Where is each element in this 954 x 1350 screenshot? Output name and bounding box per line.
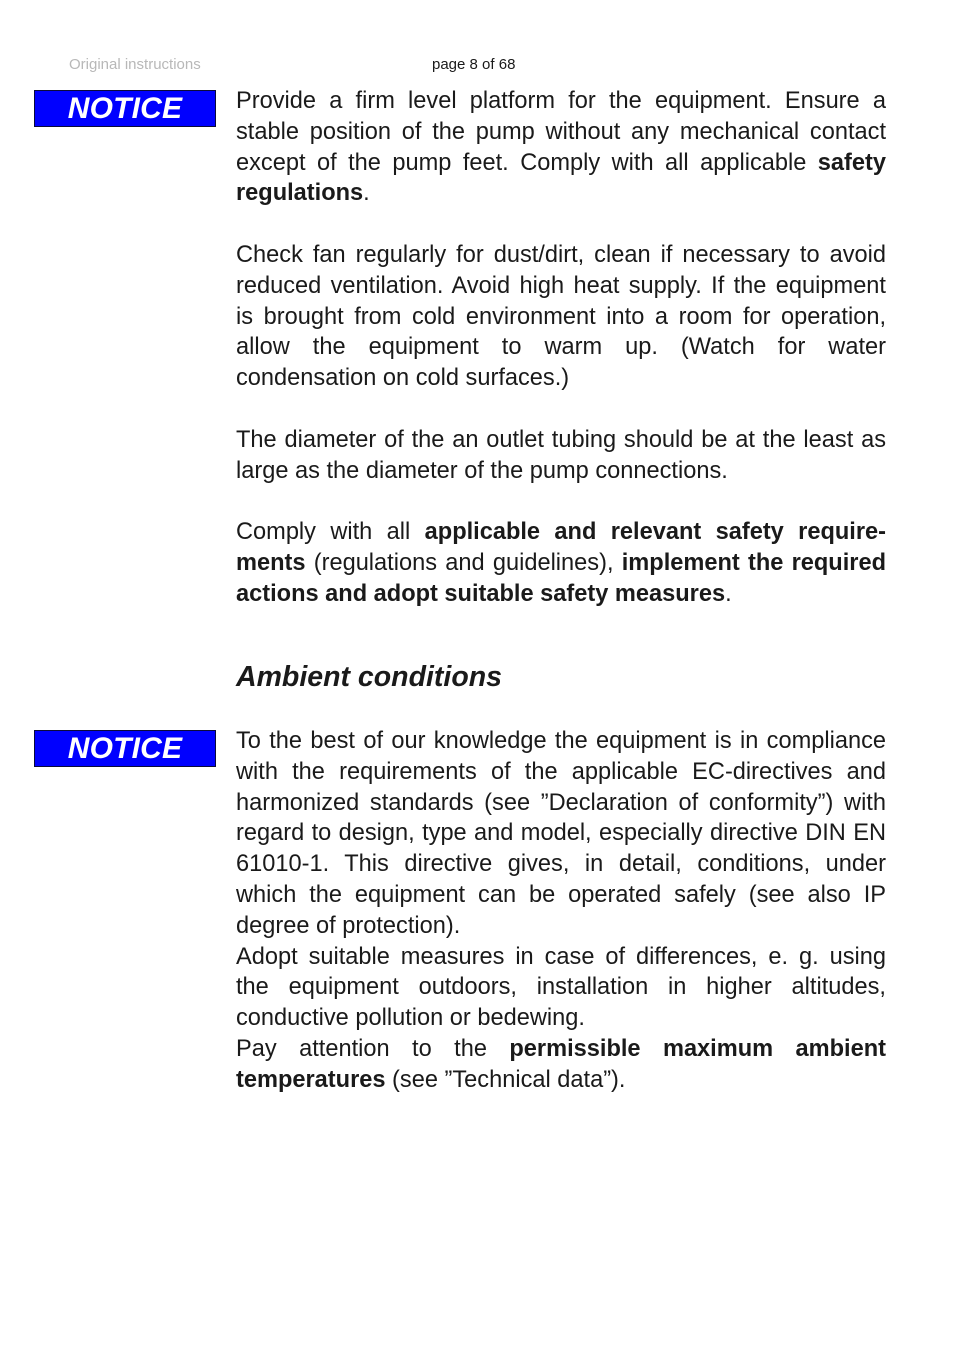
- notice-badge: NOTICE: [34, 90, 216, 127]
- paragraph-temperatures: [236, 1034, 886, 1096]
- paragraph-platform: [236, 86, 886, 209]
- safety-notice-text: [236, 86, 886, 610]
- paragraph-requirements: [236, 517, 886, 609]
- bold-run: applicable and relevant safety requirements: [236, 519, 887, 576]
- paragraph-measures: Adopt suitable measures in case of differences, e. g. using the equipment outdoors, installation in higher altitudes, conductive pollution or bedewing.: [236, 943, 886, 1032]
- text-run: (regulations and guidelines),: [305, 549, 622, 576]
- text-run: Provide a firm level platform for the equipment. Ensure a stable position of the pump without any mechanical contact except of the pump feet. Comply with all applicable: [236, 88, 886, 176]
- text-run: Comply with all: [236, 519, 425, 546]
- paragraph-compliance: To the best of our knowledge the equipment is in compliance with the requirements of the applicable EC-directives and harmonized standards (see ”Declaration of conformity”) with regard to design, type and model, especially directive DIN EN 61010-1. This directive gives, in detail, conditions, under which the equipment can be operated safely (see also IP degree of protection).: [236, 728, 886, 939]
- text-run: .: [725, 580, 732, 607]
- document-label: Original instructions: [69, 56, 201, 73]
- section-heading: Ambient conditions: [236, 661, 502, 693]
- page-number: page 8 of 68: [432, 56, 516, 73]
- bold-run: permissible maximum ambient temperatures: [236, 1035, 886, 1093]
- paragraph-tubing: The diameter of the an outlet tubing should be at the least as large as the diameter of the pump connections.: [236, 426, 886, 484]
- text-run: Pay attention to the: [236, 1035, 510, 1062]
- bold-run: safety regulations: [236, 149, 886, 207]
- text-run: (see ”Technical data”).: [385, 1066, 626, 1093]
- notice-badge: NOTICE: [34, 730, 216, 767]
- text-run: .: [363, 180, 370, 207]
- paragraph-fan: Check fan regularly for dust/dirt, clean if necessary to avoid reduced ventilation. Avoid high heat supply. If the equipment is brought from cold environment into a room for operation, allow the equipment to warm up. (Watch for water condensation on cold surfaces.): [236, 241, 886, 392]
- ambient-conditions-text: [236, 726, 886, 1096]
- bold-run: implement the required actions and adopt suitable safety measures: [236, 549, 886, 607]
